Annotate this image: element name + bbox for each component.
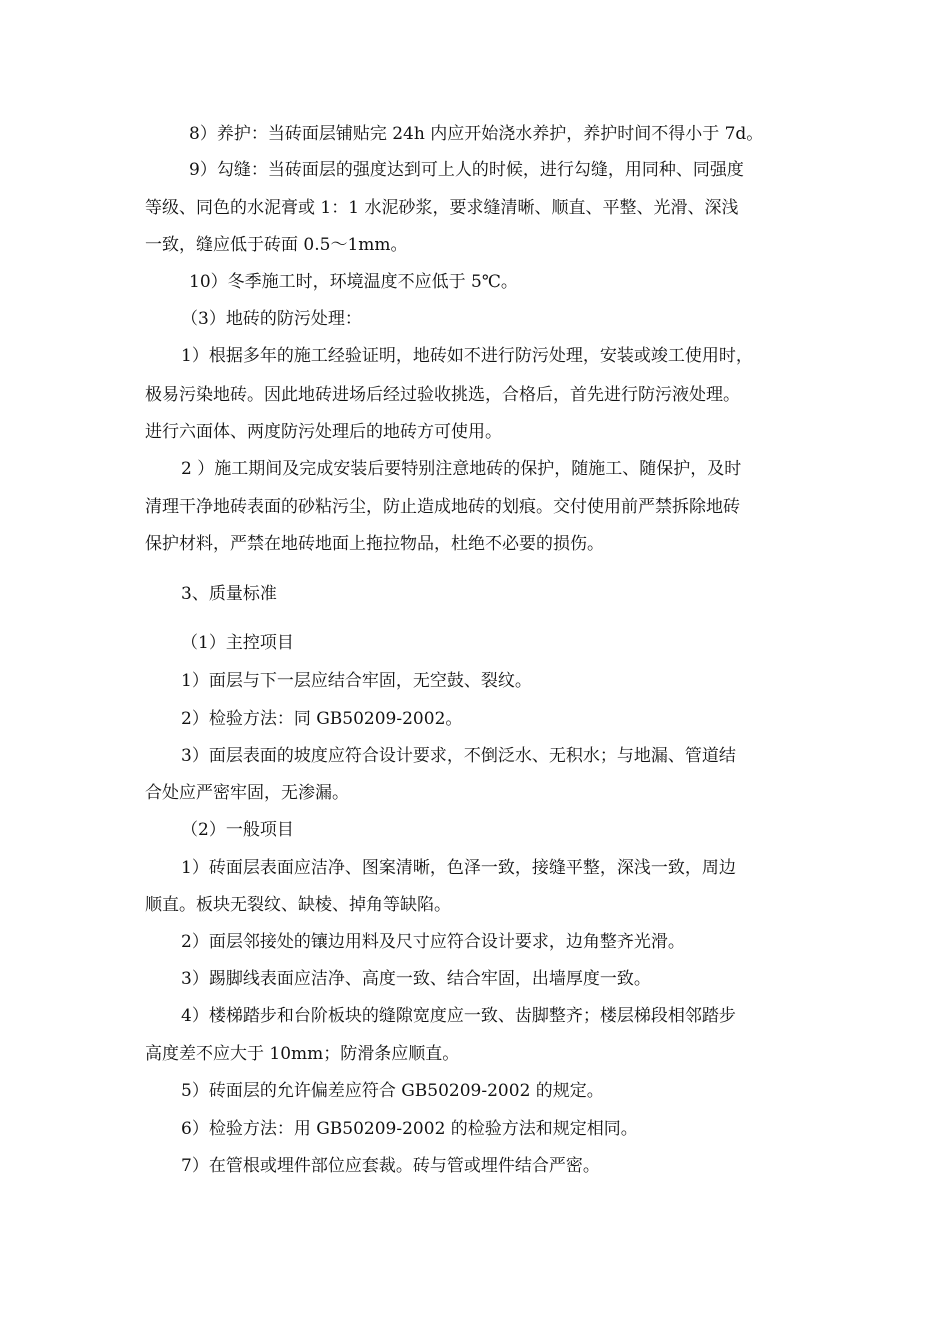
text-line: 7）在管根或埋件部位应套裁。砖与管或埋件结合严密。 xyxy=(181,1156,600,1176)
text-line: 等级、同色的水泥膏或 1：1 水泥砂浆，要求缝清晰、顺直、平整、光滑、深浅 xyxy=(145,198,739,218)
text-line: 9）勾缝：当砖面层的强度达到可上人的时候，进行勾缝，用同种、同强度 xyxy=(189,160,744,180)
text-line: 一致，缝应低于砖面 0.5～1mm。 xyxy=(145,235,408,255)
text-line: 1）根据多年的施工经验证明，地砖如不进行防污处理，安装或竣工使用时， xyxy=(181,346,753,366)
text-line: 极易污染地砖。因此地砖进场后经过验收挑选，合格后，首先进行防污液处理。 xyxy=(145,385,740,405)
text-line: 顺直。板块无裂纹、缺棱、掉角等缺陷。 xyxy=(145,895,451,915)
section-heading: 3、质量标准 xyxy=(181,584,277,604)
text-line: 3）踢脚线表面应洁净、高度一致、结合牢固，出墙厚度一致。 xyxy=(181,969,651,989)
text-line: 清理干净地砖表面的砂粘污尘，防止造成地砖的划痕。交付使用前严禁拆除地砖 xyxy=(145,497,740,517)
text-line: 5）砖面层的允许偏差应符合 GB50209-2002 的规定。 xyxy=(181,1081,604,1101)
text-line: 2）面层邻接处的镶边用料及尺寸应符合设计要求，边角整齐光滑。 xyxy=(181,932,685,952)
text-line: 10）冬季施工时，环境温度不应低于 5℃。 xyxy=(189,272,518,292)
text-line: 8）养护：当砖面层铺贴完 24h 内应开始浇水养护，养护时间不得小于 7d。 xyxy=(189,124,764,144)
text-line: 4）楼梯踏步和台阶板块的缝隙宽度应一致、齿脚整齐；楼层梯段相邻踏步 xyxy=(181,1006,736,1026)
text-line: （2）一般项目 xyxy=(181,820,294,840)
text-line: 高度差不应大于 10mm；防滑条应顺直。 xyxy=(145,1044,460,1064)
text-line: （1）主控项目 xyxy=(181,633,294,653)
text-line: 6）检验方法：用 GB50209-2002 的检验方法和规定相同。 xyxy=(181,1119,638,1139)
text-line: 保护材料，严禁在地砖地面上拖拉物品，杜绝不必要的损伤。 xyxy=(145,534,604,554)
text-line: （3）地砖的防污处理： xyxy=(181,309,362,329)
text-line: 3）面层表面的坡度应符合设计要求，不倒泛水、无积水；与地漏、管道结 xyxy=(181,746,736,766)
text-line: 1）砖面层表面应洁净、图案清晰，色泽一致，接缝平整，深浅一致，周边 xyxy=(181,858,736,878)
text-line: 1）面层与下一层应结合牢固，无空鼓、裂纹。 xyxy=(181,671,532,691)
text-line: 2）检验方法：同 GB50209-2002。 xyxy=(181,709,463,729)
text-line: 进行六面体、两度防污处理后的地砖方可使用。 xyxy=(145,422,502,442)
text-line: 合处应严密牢固，无渗漏。 xyxy=(145,783,349,803)
text-line: 2 ）施工期间及完成安装后要特别注意地砖的保护，随施工、随保护，及时 xyxy=(181,459,742,479)
